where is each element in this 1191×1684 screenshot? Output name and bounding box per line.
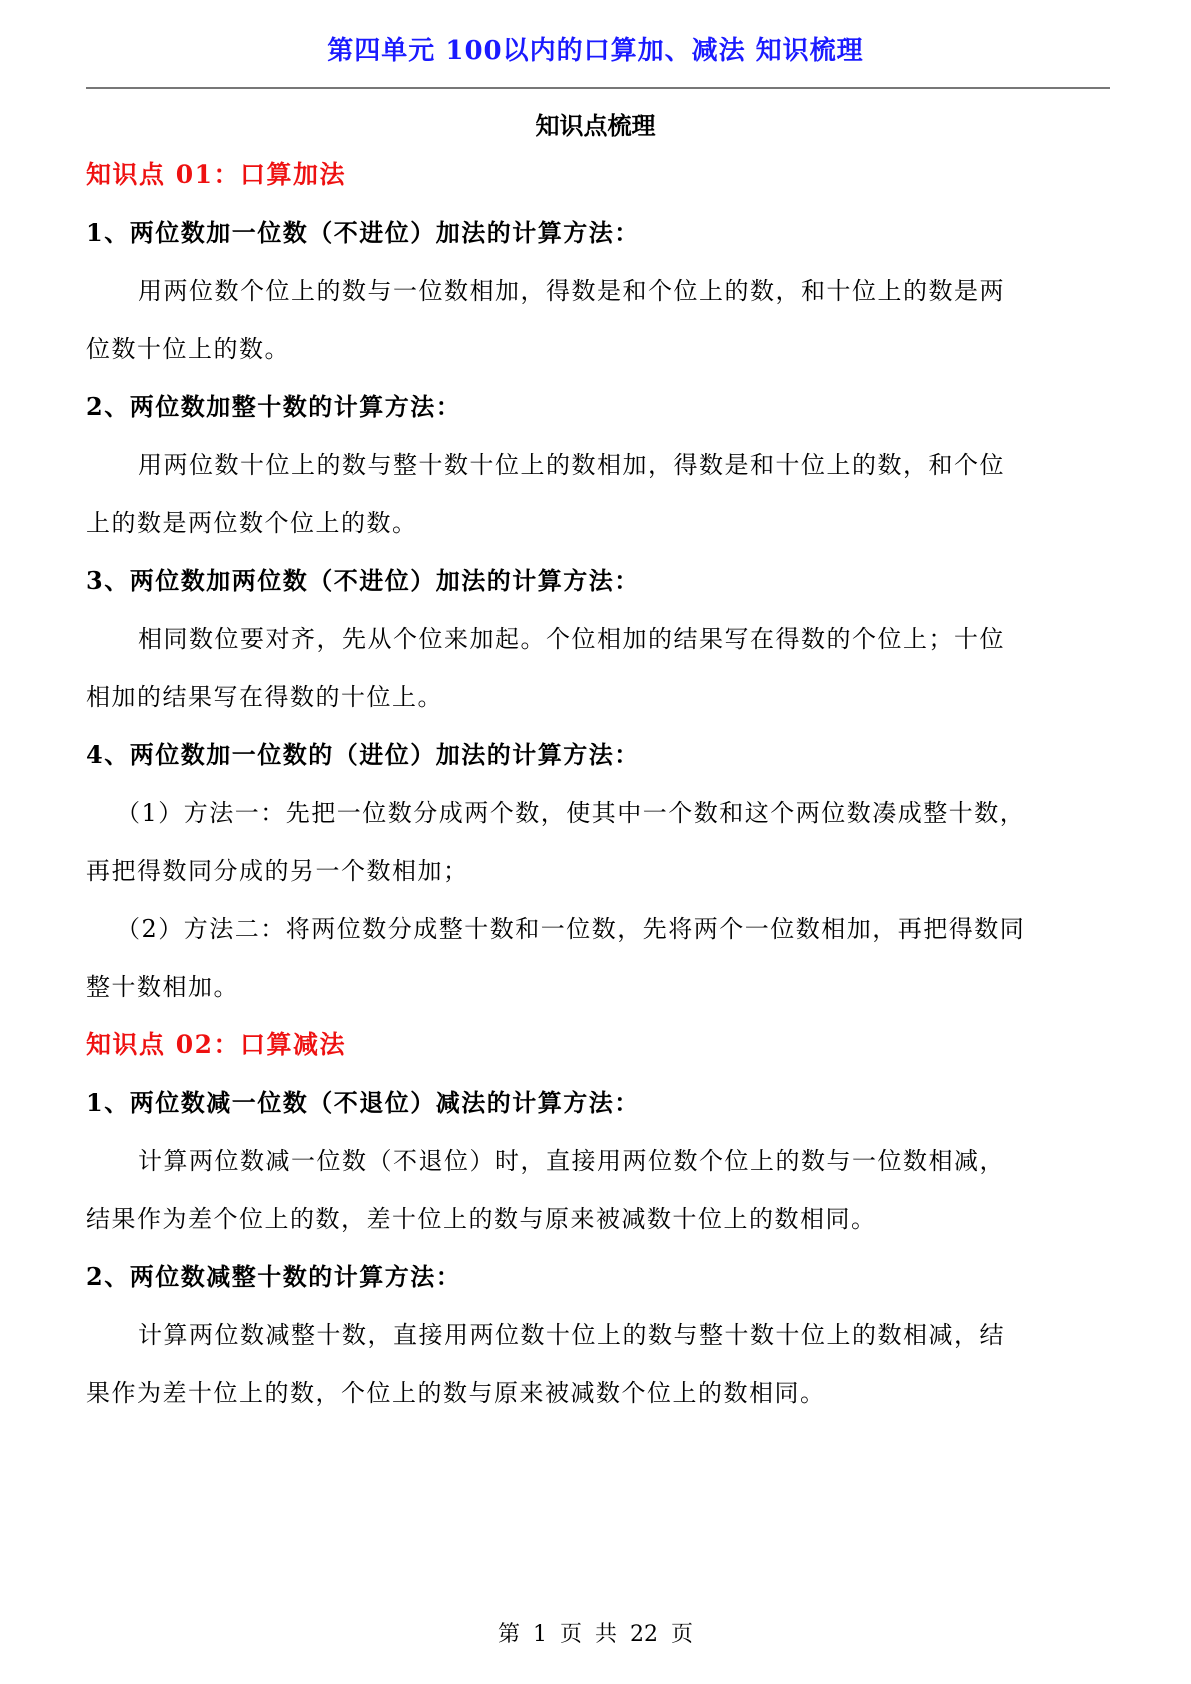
item-heading: 3、两位数加两位数（不进位）加法的计算方法： — [86, 566, 640, 595]
item-heading: 1、两位数减一位数（不退位）减法的计算方法： — [86, 1088, 640, 1117]
section-title-addition: 知识点 01：口算加法 — [86, 160, 346, 189]
paragraph-line: 计算两位数减整十数，直接用两位数十位上的数与整十数十位上的数相减，结 — [138, 1321, 1005, 1349]
paragraph-line: 用两位数个位上的数与一位数相加，得数是和个位上的数，和十位上的数是两 — [138, 277, 1005, 305]
page-number-footer: 第 1 页 共 22 页 — [498, 1622, 693, 1647]
item-heading: 1、两位数加一位数（不进位）加法的计算方法： — [86, 218, 640, 247]
item-heading: 2、两位数加整十数的计算方法： — [86, 392, 462, 421]
paragraph-line: 计算两位数减一位数（不退位）时，直接用两位数个位上的数与一位数相减， — [138, 1147, 1005, 1175]
paragraph-line: 再把得数同分成的另一个数相加； — [86, 857, 469, 885]
paragraph-line: 果作为差十位上的数，个位上的数与原来被减数个位上的数相同。 — [86, 1379, 826, 1407]
page-subtitle: 知识点梳理 — [535, 111, 656, 140]
paragraph-line: （2）方法二：将两位数分成整十数和一位数，先将两个一位数相加，再把得数同 — [116, 915, 1026, 943]
paragraph-line: 相加的结果写在得数的十位上。 — [86, 683, 443, 711]
section-title-subtraction: 知识点 02：口算减法 — [86, 1030, 346, 1059]
paragraph-line: 上的数是两位数个位上的数。 — [86, 509, 418, 537]
paragraph-line: 用两位数十位上的数与整十数十位上的数相加，得数是和十位上的数，和个位 — [138, 451, 1005, 479]
item-heading: 4、两位数加一位数的（进位）加法的计算方法： — [86, 740, 640, 769]
paragraph-line: （1）方法一：先把一位数分成两个数，使其中一个数和这个两位数凑成整十数， — [116, 799, 1026, 827]
paragraph-line: 整十数相加。 — [86, 973, 239, 1001]
item-heading: 2、两位数减整十数的计算方法： — [86, 1262, 462, 1291]
paragraph-line: 结果作为差个位上的数，差十位上的数与原来被减数十位上的数相同。 — [86, 1205, 877, 1233]
header-divider — [86, 87, 1110, 89]
document-header-title: 第四单元 100以内的口算加、减法 知识梳理 — [327, 36, 864, 66]
paragraph-line: 相同数位要对齐，先从个位来加起。个位相加的结果写在得数的个位上；十位 — [138, 625, 1005, 653]
paragraph-line: 位数十位上的数。 — [86, 335, 290, 363]
